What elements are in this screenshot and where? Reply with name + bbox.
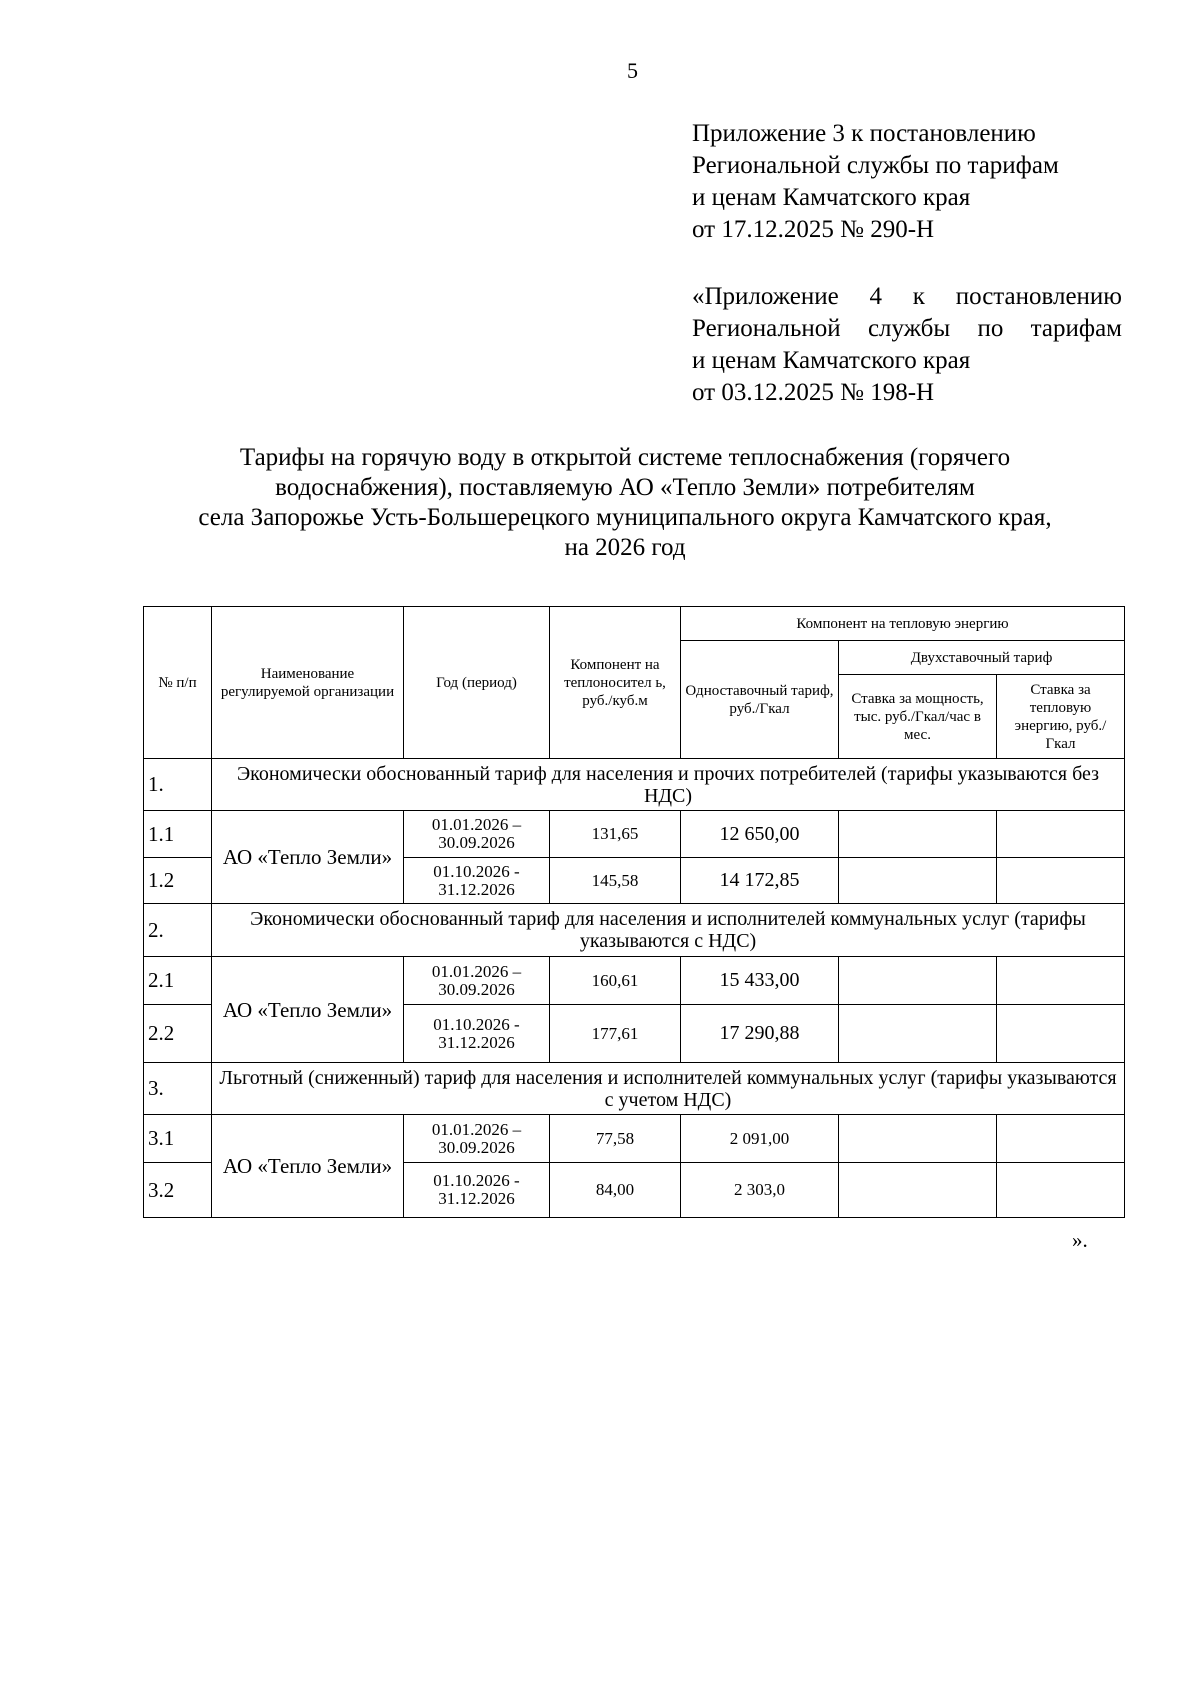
row-energy-rate	[997, 811, 1125, 858]
row-energy-rate	[997, 1115, 1125, 1163]
header-two-rate: Двухставочный тариф	[839, 641, 1125, 675]
title-line: Тарифы на горячую воду в открытой системе теплоснабжения (горячего	[239, 444, 1011, 471]
appendix-previous-line: и ценам Камчатского края	[692, 347, 971, 374]
row-carrier: 145,58	[550, 858, 681, 904]
row-period: 01.10.2026 - 31.12.2026	[404, 858, 550, 904]
row-energy-rate	[997, 1005, 1125, 1063]
org-name: АО «Тепло Земли»	[212, 957, 404, 1063]
header-energy-group: Компонент на тепловую энергию	[681, 607, 1125, 641]
header-num: № п/п	[144, 607, 212, 759]
section-title: Льготный (сниженный) тариф для населения и исполнителей коммунальных услуг (тарифы указываются с учетом НДС)	[212, 1063, 1125, 1115]
row-energy-rate	[997, 957, 1125, 1005]
header-carrier: Компонент на теплоносител ь, руб./куб.м	[550, 607, 681, 759]
appendix-current-line: Региональной службы по тарифам	[692, 152, 1059, 179]
page-number: 5	[627, 58, 638, 83]
appendix-previous-line: Региональной службы по тарифам	[692, 315, 1122, 342]
row-capacity-rate	[839, 1163, 997, 1218]
appendix-previous-line: «Приложение 4 к постановлению	[692, 283, 1122, 310]
row-single-rate: 17 290,88	[681, 1005, 839, 1063]
org-name: АО «Тепло Земли»	[212, 811, 404, 904]
row-num: 1.1	[144, 811, 212, 858]
appendix-previous-header	[692, 281, 1122, 409]
tariff-table	[143, 606, 1125, 1218]
row-num: 2.2	[144, 1005, 212, 1063]
row-capacity-rate	[839, 1005, 997, 1063]
document-title	[100, 443, 1150, 563]
row-single-rate: 2 303,0	[681, 1163, 839, 1218]
row-carrier: 177,61	[550, 1005, 681, 1063]
row-energy-rate	[997, 858, 1125, 904]
section-num: 3.	[144, 1063, 212, 1115]
org-name: АО «Тепло Земли»	[212, 1115, 404, 1218]
row-period: 01.01.2026 – 30.09.2026	[404, 957, 550, 1005]
section-title: Экономически обоснованный тариф для населения и прочих потребителей (тарифы указываются без НДС)	[212, 759, 1125, 811]
row-period: 01.01.2026 – 30.09.2026	[404, 811, 550, 858]
header-energy-rate: Ставка за тепловую энергию, руб./Гкал	[997, 675, 1125, 759]
appendix-current-line: от 17.12.2025 № 290-Н	[692, 216, 935, 243]
row-capacity-rate	[839, 957, 997, 1005]
header-period: Год (период)	[404, 607, 550, 759]
row-carrier: 84,00	[550, 1163, 681, 1218]
row-period: 01.10.2026 - 31.12.2026	[404, 1163, 550, 1218]
header-org: Наименование регулируемой организации	[212, 607, 404, 759]
row-single-rate: 14 172,85	[681, 858, 839, 904]
row-carrier: 77,58	[550, 1115, 681, 1163]
row-capacity-rate	[839, 811, 997, 858]
section-num: 1.	[144, 759, 212, 811]
row-single-rate: 15 433,00	[681, 957, 839, 1005]
row-num: 3.2	[144, 1163, 212, 1218]
row-period: 01.10.2026 - 31.12.2026	[404, 1005, 550, 1063]
row-carrier: 160,61	[550, 957, 681, 1005]
appendix-current-header	[692, 118, 1122, 246]
title-line: водоснабжения), поставляемую АО «Тепло Земли» потребителям	[275, 474, 975, 501]
row-carrier: 131,65	[550, 811, 681, 858]
header-single-rate: Одноставочный тариф, руб./Гкал	[681, 641, 839, 759]
row-num: 3.1	[144, 1115, 212, 1163]
row-capacity-rate	[839, 1115, 997, 1163]
appendix-previous-line: от 03.12.2025 № 198-Н	[692, 379, 935, 406]
title-line: села Запорожье Усть-Большерецкого муниципального округа Камчатского края,	[198, 504, 1052, 531]
row-num: 2.1	[144, 957, 212, 1005]
row-capacity-rate	[839, 858, 997, 904]
appendix-current-line: Приложение 3 к постановлению	[692, 120, 1036, 147]
row-energy-rate	[997, 1163, 1125, 1218]
appendix-current-line: и ценам Камчатского края	[692, 184, 971, 211]
row-num: 1.2	[144, 858, 212, 904]
section-title: Экономически обоснованный тариф для населения и исполнителей коммунальных услуг (тарифы указываются с НДС)	[212, 904, 1125, 957]
section-num: 2.	[144, 904, 212, 957]
header-capacity-rate: Ставка за мощность, тыс. руб./Гкал/час в мес.	[839, 675, 997, 759]
closing-quote-mark: ».	[1072, 1228, 1088, 1252]
row-single-rate: 12 650,00	[681, 811, 839, 858]
row-period: 01.01.2026 – 30.09.2026	[404, 1115, 550, 1163]
row-single-rate: 2 091,00	[681, 1115, 839, 1163]
title-line: на 2026 год	[564, 534, 686, 561]
